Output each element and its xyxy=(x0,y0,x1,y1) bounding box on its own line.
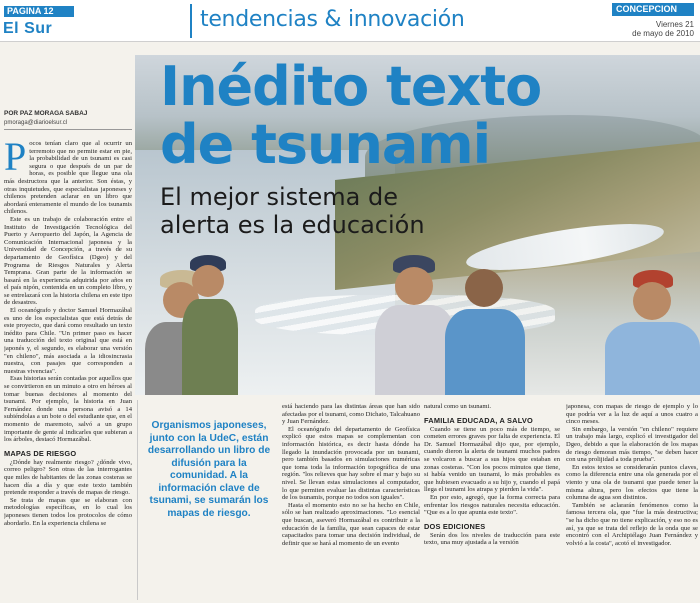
date-line-2: de mayo de 2010 xyxy=(632,29,694,38)
photo-person-4 xyxy=(445,265,525,395)
header-right xyxy=(564,0,694,42)
pull-quote-line: desarrollando un libro de xyxy=(147,445,271,456)
byline-email: pmoraga@diarioelsur.cl xyxy=(4,120,68,126)
subheadline-line-1: El mejor sistema de xyxy=(160,183,399,211)
photo-person-5 xyxy=(605,270,700,395)
column-divider xyxy=(137,400,138,600)
page-header xyxy=(0,0,700,42)
pull-quote-line: información clave de xyxy=(158,482,260,494)
header-left xyxy=(0,0,130,42)
article-column-2 xyxy=(282,403,420,603)
paragraph-text: ocos tenían claro que al ocurrir un terremoto que no permite estar en pie, la probabilidad de un tsunami es casi segura o que después de un par de horas, es posible que llegue una ola más destructora que la anterior. Son éstas, y otras inquietudes, que especialistas japoneses y chilenos pretenden aclarar en un libro que abordará enteramente el mundo de los tsunamis chilenos. xyxy=(4,140,132,216)
subheadline-line-2: alerta es la educación xyxy=(160,211,425,239)
edition-city: CONCEPCION xyxy=(612,3,694,16)
article-paragraph: está haciendo para las distintas áreas que han sido afectadas por el tsunami, como Dichato, Talcahuano y Juan Fernández. xyxy=(282,403,420,426)
article-column-3 xyxy=(424,403,560,603)
pull-quote-line: tsunami, se sumarán los xyxy=(149,495,269,506)
article-paragraph: También se aclararán fenómenos como la famosa tercera ola, que "fue la más destructiva; "se ha dicho que no tiene explicación, y eso no es así, ya que se trata del reflejo de la onda que se encontró con el Archipiélago Juan Fernández y volvió a la costa", acotó el investigador. xyxy=(566,501,698,547)
newspaper-brand: El Sur xyxy=(3,20,53,37)
article-paragraph: Este es un trabajo de colaboración entre el Instituto de Investigación Tecnológica del Puerto y Aeropuerto del Japón, la Agencia de Comunicación Internacional japonesa y la Universidad de Concepción, a través de su departamento de Geofísica (Dgeo) y del Programa de Riesgos Naturales y Alerta Temprana. Gran parte de la información se basará en la experiencia adquirida por años en el país nipón, contenida en un completo libro, y se entrelazará con la historia chilena en este tipo de desastres. xyxy=(4,215,132,307)
article-paragraph: Esas historias serán contadas por aquellos que se convirtieron en un minuto a otro en héroes al tomar buenas decisiones al momento del tsunami. Por ejemplo, la historia en Juan Fernández donde una persona avisó a 14 subiéndolas a un bote o del estudiante que, en el momento de maremoto, salvó a un grupo importante de gente al indicarles que subieran a los árboles, destacó Hormazábal. xyxy=(4,375,132,444)
byline-author: POR PAZ MORAGA SABAJ xyxy=(4,110,88,117)
byline-divider xyxy=(4,129,132,130)
article-paragraph: Se trata de mapas que se elaboran con metodologías específicas, en lo cual los japoneses tienen todos los protocolos de cómo abordarlo. En la experiencia chilena se xyxy=(4,496,132,527)
date-line-1: Viernes 21 xyxy=(655,20,694,29)
photo-person-3 xyxy=(375,255,455,395)
article-paragraph: Cuando se tiene un poco más de tiempo, se cometen errores graves por falta de experiencia. El Dr. Samuel Hormazábal dijo que, por ejemplo, cuando dieron la alerta de tsunami muchos padres se volcaron a buscar a sus hijos que estaban en zonas costeras. "Con los pocos minutos que tiene, si había venido un tsunami, lo más probables es que hubiesen evacuado a su hijo y, cuando el papá llega el tsunami los atrapa y pierden la vida". xyxy=(424,425,560,494)
headline-line-2: de tsunami xyxy=(160,113,491,176)
subhead-mapas-de-riesgo: MAPAS DE RIESGO xyxy=(4,448,77,458)
article-paragraph: El oceanógrafo del departamento de Geofísica explicó que estos mapas se complementan con información histórica, es decir hasta dónde ha llegado la inundación provocada por un tsunami, pero también basados en simulaciones numéricas que toma toda la información topográfica de una región. "los relieves que hay sobre el mar y bajo su nivel. Se llevan estas simulaciones al computador, lo que permiten evaluar las distintas características de los tsunamis, porque no todos son iguales". xyxy=(282,425,420,502)
article-paragraph: ¿Dónde hay realmente riesgo? ¿dónde vivo, correo peligro? Son otras de las interrogantes que miles de habitantes de las zonas costeras se hacen día a día y que este texto también pretende responder a través de mapas de riesgo. xyxy=(4,458,132,497)
article-paragraph: El oceanógrafo y doctor Samuel Hormazábal es uno de los especialistas que está detrás de este proyecto, que dará como resultado un texto inédito para Chile. "Un primer paso es hacer una traducción del texto original que está en japonés y, el segundo, es elaborar una versión "en chileno", más asociada a la idiosincrasia nuestra, con pasajes que corresponden a nuestras vivencias". xyxy=(4,307,132,375)
pull-quote-line: mapas de riesgo. xyxy=(167,507,251,519)
section-title: tendencias & innovación xyxy=(200,7,465,32)
article-paragraph: Serán dos los niveles de traducción para este texto, una muy ajustada a la versión xyxy=(424,531,560,547)
article-paragraph: En estos textos se considerarán puntos claves, como la diferencia entre una ola generada por el viento y una ola de tsunami que puede tener la misma altura, pero los efectos que tiene la columna de agua son distintos. xyxy=(566,463,698,502)
header-divider xyxy=(190,4,192,38)
page-number-label: PAGINA 12 xyxy=(4,6,74,17)
article-column-1 xyxy=(4,140,132,603)
subhead-familia-educada: FAMILIA EDUCADA, A SALVO xyxy=(424,415,533,425)
headline xyxy=(160,55,542,176)
pull-quote-line: junto con la UdeC, están xyxy=(149,432,269,444)
article-paragraph: En por esto, agregó, que la forma correcta para enfrentar los riesgos naturales necesita educación. "Que es a lo que apunta este texto". xyxy=(424,493,560,517)
headline-line-1: Inédito texto xyxy=(160,55,542,118)
article-paragraph xyxy=(4,140,132,216)
pull-quote-line: Organismos japoneses, xyxy=(151,420,267,431)
photo-person-2 xyxy=(180,255,240,395)
article-paragraph: Sin embargo, la versión "en chileno" requiere un trabajo más largo, explicó el investigador del Dgeo, debido a que la elaboración de los mapas de riesgo demoran más tiempo, "se deben hacer con una prolijidad a toda prueba". xyxy=(566,425,698,464)
article-column-4 xyxy=(566,403,698,603)
publication-date xyxy=(632,20,694,38)
subheadline xyxy=(160,183,425,239)
article-paragraph: japonesa, con mapas de riesgo de ejemplo y lo que podría ver a la luz de aquí a unos cuatro a cinco meses. xyxy=(566,403,698,426)
subhead-dos-ediciones: DOS EDICIONES xyxy=(424,521,486,531)
article-paragraph: Hasta el momento esto no se ha hecho en Chile, sólo se han realizado aproximaciones. "Lo esencial que buscan, aseveró Hormazábal es contribuir a la educación de la familia, que sean capaces de estar capacitados para tomar una decisión individual, de definir que se hará al momento de un evento xyxy=(282,501,420,547)
pull-quote xyxy=(142,420,276,520)
pull-quote-line: comunidad. A la xyxy=(170,470,248,481)
drop-cap: P xyxy=(4,140,27,179)
article-paragraph: natural como un tsunami. xyxy=(424,403,492,410)
pull-quote-line: difusión para la xyxy=(171,457,247,469)
